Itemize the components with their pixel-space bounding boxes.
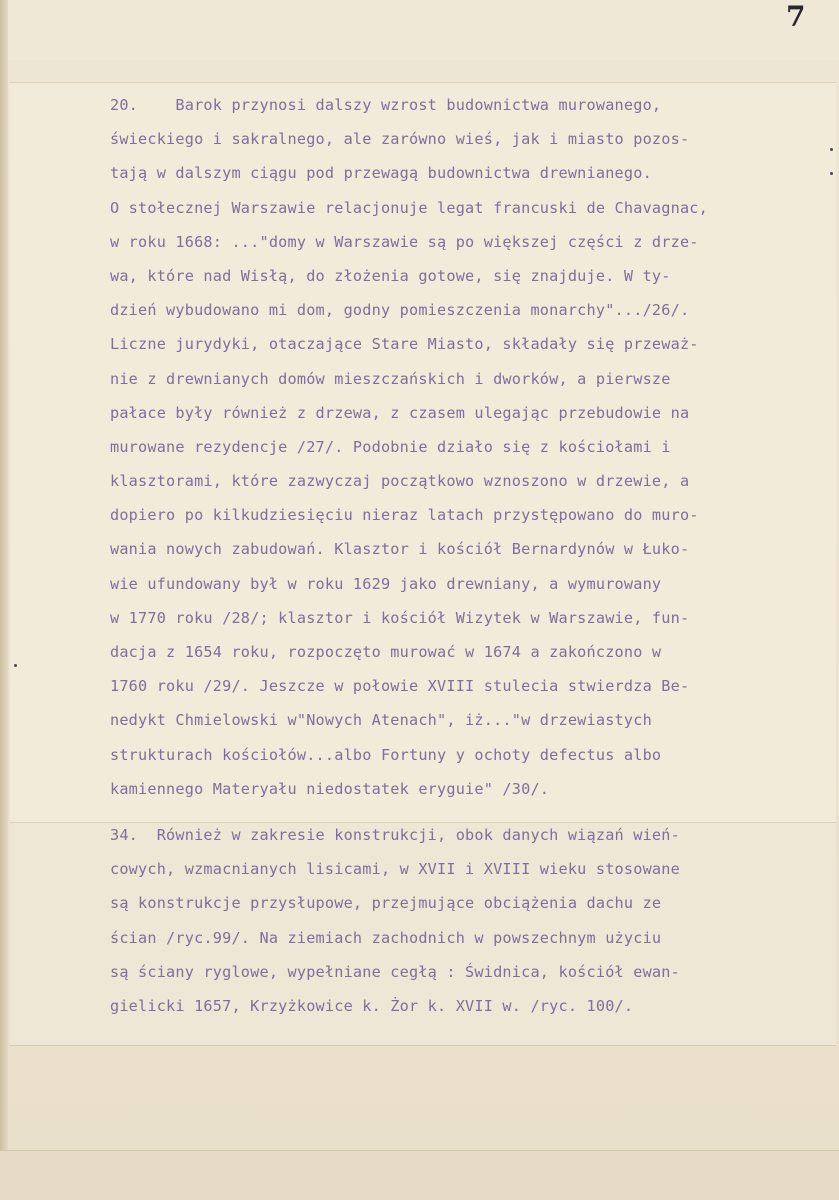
bottom-margin xyxy=(0,1150,839,1200)
text-line: tają w dalszym ciągu pod przewagą budownictwa drewnianego. xyxy=(110,164,652,183)
text-line: świeckiego i sakralnego, ale zarówno wieś, jak i miasto pozos- xyxy=(110,130,690,149)
page-edge xyxy=(0,0,8,1200)
text-line: dopiero po kilkudziesięciu nieraz latach przystępowano do muro- xyxy=(110,506,699,525)
text-line: dacja z 1654 roku, rozpoczęto murować w 1674 a zakończono w xyxy=(110,643,662,661)
text-line: Liczne jurydyki, otaczające Stare Miasto, składały się przeważ- xyxy=(110,335,699,354)
text-line: są ściany ryglowe, wypełniane cegłą : Świdnica, kościół ewan- xyxy=(110,962,680,981)
text-line: 20. Barok przynosi dalszy wzrost budownictwa murowanego, xyxy=(110,96,662,114)
text-line: wania nowych zabudowań. Klasztor i kościół Bernardynów w Łuko- xyxy=(110,540,690,559)
text-line: w 1770 roku /28/; klasztor i kościół Wizytek w Warszawie, fun- xyxy=(110,608,690,627)
text-line: O stołecznej Warszawie relacjonuje legat francuski de Chavagnac, xyxy=(110,198,708,217)
text-line: wie ufundowany był w roku 1629 jako drewniany, a wymurowany xyxy=(110,574,662,593)
text-line: dzień wybudowano mi dom, godny pomieszczenia monarchy".../26/. xyxy=(110,301,690,320)
ink-speck xyxy=(830,148,833,151)
text-line: 1760 roku /29/. Jeszcze w połowie XVIII stulecia stwierdza Be- xyxy=(110,677,690,696)
text-line: nie z drewnianych domów mieszczańskich i dworków, a pierwsze xyxy=(110,369,671,388)
text-line: wa, które nad Wisłą, do złożenia gotowe, się znajduje. W ty- xyxy=(110,266,671,285)
text-line: strukturach kościołów...albo Fortuny y ochoty defectus albo xyxy=(110,745,662,764)
text-line: są konstrukcje przysłupowe, przejmujące obciążenia dachu ze xyxy=(110,894,662,913)
text-line: kamiennego Materyału niedostatek eryguie" /30/. xyxy=(110,779,550,798)
top-margin xyxy=(0,0,839,60)
text-line: gielicki 1657, Krzyżkowice k. Żor k. XVII w. /ryc. 100/. xyxy=(110,996,634,1015)
text-line: 34. Również w zakresie konstrukcji, obok danych wiązań wień- xyxy=(110,826,680,844)
text-line: w roku 1668: ..."domy w Warszawie są po większej części z drze- xyxy=(110,232,699,251)
text-line: nedykt Chmielowski w"Nowych Atenach", iż..."w drzewiastych xyxy=(110,711,652,730)
text-line: pałace były również z drzewa, z czasem ulegając przebudowie na xyxy=(110,403,690,422)
page-number: 7 xyxy=(786,0,806,33)
text-line: ścian /ryc.99/. Na ziemiach zachodnich w powszechnym użyciu xyxy=(110,928,662,947)
ink-speck xyxy=(830,172,833,175)
text-line: murowane rezydencje /27/. Podobnie działo się z kościołami i xyxy=(110,437,671,456)
paragraph-34 xyxy=(110,818,830,1023)
text-line: klasztorami, które zazwyczaj początkowo wznoszono w drzewie, a xyxy=(110,472,690,491)
ink-speck xyxy=(14,664,17,667)
text-line: cowych, wzmacnianych lisicami, w XVII i XVIII wieku stosowane xyxy=(110,860,680,879)
paragraph-20 xyxy=(110,88,830,806)
